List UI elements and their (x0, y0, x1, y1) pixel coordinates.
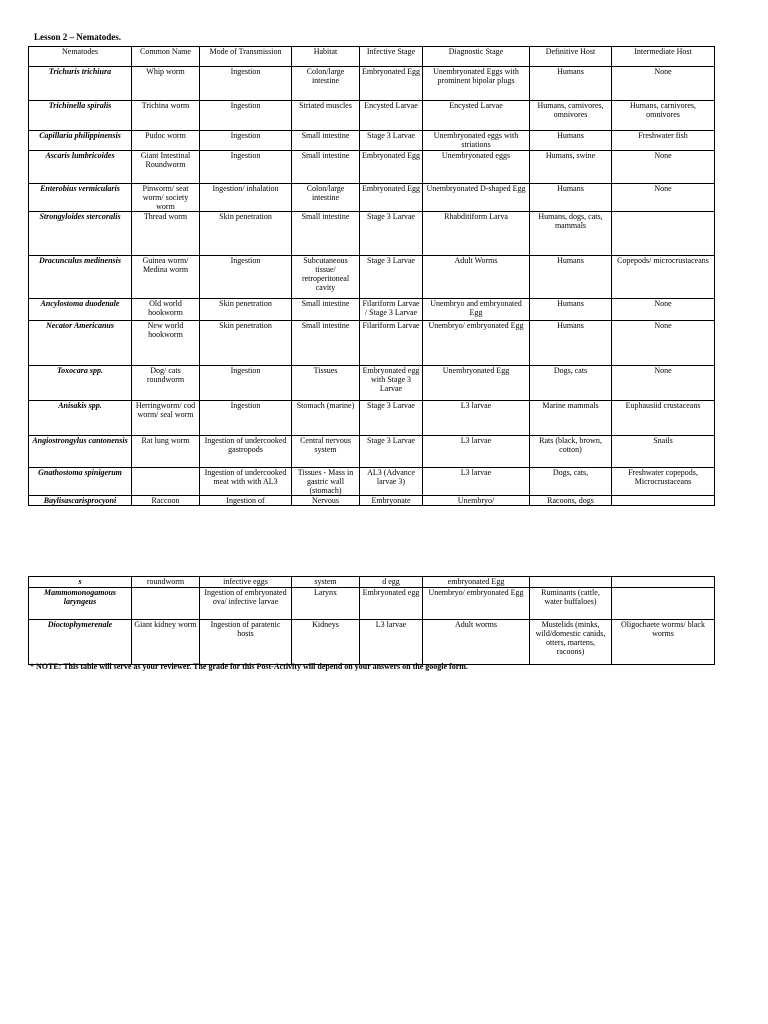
page-title: Lesson 2 – Nematodes. (34, 32, 121, 42)
table-cell (132, 588, 200, 620)
table-cell: Unembryo/ embryonated Egg (423, 588, 530, 620)
table-row (29, 401, 715, 436)
table-cell: Dog/ cats roundworm (132, 366, 200, 401)
table-cell: d egg (360, 577, 423, 588)
table-header-row (29, 47, 715, 67)
table-cell: Stage 3 Larvae (360, 401, 423, 436)
table-cell: Ingestion of undercooked gastropods (200, 436, 292, 468)
table-cell: Ingestion of undercooked meat with with AL3 (200, 468, 292, 496)
table-cell: Rat lung worm (132, 436, 200, 468)
table-cell: L3 larvae (423, 468, 530, 496)
table-cell: Ingestion of embryonated ova/ infective larvae (200, 588, 292, 620)
column-header: Nematodes (29, 47, 132, 67)
table-cell: system (292, 577, 360, 588)
table-cell: Ingestion (200, 151, 292, 184)
table-row-continued (29, 577, 715, 588)
table-cell: Humans (530, 67, 612, 101)
table-row (29, 468, 715, 496)
table-cell: Tissues - Mass in gastric wall (stomach) (292, 468, 360, 496)
table-cell: infective eggs (200, 577, 292, 588)
table-cell: Small intestine (292, 212, 360, 256)
table-cell: Old world hookworm (132, 299, 200, 321)
table-cell: Unembryonated eggs with striations (423, 131, 530, 151)
table-cell: Embryonate (360, 496, 423, 506)
table-cell (612, 588, 715, 620)
reviewer-note: * NOTE: This table will serve as your reviewer. The grade for this Post-Activity will depend on your answers on the google form. (30, 662, 468, 671)
table-cell: L3 larvae (423, 436, 530, 468)
table-cell: Ingestion (200, 256, 292, 299)
table-cell: Raccoon (132, 496, 200, 506)
table-cell: Humans, swine (530, 151, 612, 184)
table-cell: Trichina worm (132, 101, 200, 131)
table-cell: AL3 (Advance larvae 3) (360, 468, 423, 496)
table-cell: Central nervous system (292, 436, 360, 468)
species-cell: Ancylostoma duodenale (29, 299, 132, 321)
column-header: Definitive Host (530, 47, 612, 67)
table-row (29, 151, 715, 184)
table-cell: Stage 3 Larvae (360, 436, 423, 468)
table-cell: Colon/large intestine (292, 184, 360, 212)
table-cell: Filariform Larvae / Stage 3 Larvae (360, 299, 423, 321)
table-cell: Tissues (292, 366, 360, 401)
table-cell: Embryonated egg (360, 588, 423, 620)
species-cell: Dracunculus medinensis (29, 256, 132, 299)
species-cell: Anisakis spp. (29, 401, 132, 436)
species-cell: Toxocara spp. (29, 366, 132, 401)
table-cell: Stage 3 Larvae (360, 256, 423, 299)
table-cell (132, 468, 200, 496)
table-cell: Freshwater copepods, Microcrustaceans (612, 468, 715, 496)
table-row (29, 67, 715, 101)
table-row (29, 436, 715, 468)
table-cell: Ingestion (200, 131, 292, 151)
table-cell: Unembryonated Eggs with prominent bipolar plugs (423, 67, 530, 101)
table-cell: Ingestion (200, 101, 292, 131)
table-cell: Freshwater fish (612, 131, 715, 151)
column-header: Mode of Transmission (200, 47, 292, 67)
table-cell: Humans (530, 131, 612, 151)
table-cell: Unembryo and embryonated Egg (423, 299, 530, 321)
table-cell: Small intestine (292, 321, 360, 366)
table-cell: Unembryo/ (423, 496, 530, 506)
table-cell: Rhabditiform Larva (423, 212, 530, 256)
table-cell: Dogs, cats, (530, 468, 612, 496)
table-cell: Small intestine (292, 151, 360, 184)
table-cell: None (612, 299, 715, 321)
table-cell: roundworm (132, 577, 200, 588)
table-row (29, 212, 715, 256)
table-cell: Larynx (292, 588, 360, 620)
table-row (29, 620, 715, 665)
table-cell: L3 larvae (360, 620, 423, 665)
species-cell: Trichinella spiralis (29, 101, 132, 131)
table-cell: Embryonated Egg (360, 184, 423, 212)
table-cell: Humans (530, 299, 612, 321)
table-row (29, 184, 715, 212)
table-cell: Giant kidney worm (132, 620, 200, 665)
table-cell: Thread worm (132, 212, 200, 256)
table-cell: Dogs, cats (530, 366, 612, 401)
species-cell: Strongyloides stercoralis (29, 212, 132, 256)
table-cell: Ingestion of paratenic hosts (200, 620, 292, 665)
column-header: Intermediate Host (612, 47, 715, 67)
table-cell: Humans, carnivores, omnivores (530, 101, 612, 131)
table-cell: Herringworm/ cod worm/ seal worm (132, 401, 200, 436)
table-cell: Embryonated egg with Stage 3 Larvae (360, 366, 423, 401)
species-cell: Baylisascarisprocyoni (29, 496, 132, 506)
species-cell: Enterobius vermicularis (29, 184, 132, 212)
table-cell: Ingestion of (200, 496, 292, 506)
table-cell: Unembryonated Egg (423, 366, 530, 401)
table-cell: Humans, carnivores, omnivores (612, 101, 715, 131)
table-cell (612, 212, 715, 256)
table-cell (530, 577, 612, 588)
table-cell: Stomach (marine) (292, 401, 360, 436)
species-cell: Ascaris lumbricoides (29, 151, 132, 184)
nematodes-table (28, 46, 715, 506)
table-cell: Whip worm (132, 67, 200, 101)
nematodes-table-continued (28, 576, 715, 665)
table-cell: None (612, 321, 715, 366)
table-cell: Stage 3 Larvae (360, 131, 423, 151)
table-cell: Skin penetration (200, 321, 292, 366)
table-cell: Subcutaneous tissue/ retroperitoneal cavity (292, 256, 360, 299)
table-cell: None (612, 67, 715, 101)
table-cell: Ingestion (200, 401, 292, 436)
table-cell: Embryonated Egg (360, 67, 423, 101)
table-cell: Unembryonated eggs (423, 151, 530, 184)
table-row (29, 588, 715, 620)
species-cell: Capillaria philippinensis (29, 131, 132, 151)
table-cell: Racoons, dogs (530, 496, 612, 506)
column-header: Diagnostic Stage (423, 47, 530, 67)
table-cell: Mustelids (minks, wild/domestic canids, otters, martens, racoons) (530, 620, 612, 665)
table-cell: Colon/large intestine (292, 67, 360, 101)
species-cell: Necator Americanus (29, 321, 132, 366)
table-cell: Guinea worm/ Medina worm (132, 256, 200, 299)
table-cell: Small intestine (292, 131, 360, 151)
table-cell: Kidneys (292, 620, 360, 665)
table-cell: Rats (black, brown, cotton) (530, 436, 612, 468)
table-cell: Euphausiid crustaceans (612, 401, 715, 436)
table-cell: Filariform Larvae (360, 321, 423, 366)
column-header: Habitat (292, 47, 360, 67)
table-cell: Ingestion (200, 366, 292, 401)
table-cell (612, 496, 715, 506)
table-cell: Striated muscles (292, 101, 360, 131)
table-cell: None (612, 151, 715, 184)
table-row (29, 299, 715, 321)
column-header: Common Name (132, 47, 200, 67)
table-cell: Oligochaete worms/ black worms (612, 620, 715, 665)
table-cell: Humans (530, 184, 612, 212)
table-row (29, 496, 715, 506)
table-cell: Ingestion (200, 67, 292, 101)
table-cell: Skin penetration (200, 212, 292, 256)
species-cell: Trichuris trichiura (29, 67, 132, 101)
table-cell: None (612, 366, 715, 401)
table-cell: Adult Worms (423, 256, 530, 299)
table-cell: None (612, 184, 715, 212)
table-cell: Pinworm/ seat worm/ society worm (132, 184, 200, 212)
table-cell: Marine mammals (530, 401, 612, 436)
table-row (29, 131, 715, 151)
table-row (29, 321, 715, 366)
table-row (29, 256, 715, 299)
table-cell: Snails (612, 436, 715, 468)
table-row (29, 101, 715, 131)
table-row (29, 366, 715, 401)
table-cell: Humans (530, 256, 612, 299)
table-cell: Encysted Larvae (360, 101, 423, 131)
column-header: Infective Stage (360, 47, 423, 67)
table-cell: Humans (530, 321, 612, 366)
table-cell: Adult worms (423, 620, 530, 665)
species-cell: Angiostrongylus cantonensis (29, 436, 132, 468)
table-cell: Encysted Larvae (423, 101, 530, 131)
table-cell: Copepods/ microcrustaceans (612, 256, 715, 299)
table-cell: Nervous (292, 496, 360, 506)
table-cell: Unembryo/ embryonated Egg (423, 321, 530, 366)
table-cell: Ingestion/ inhalation (200, 184, 292, 212)
table-cell: Giant Intestinal Roundworm (132, 151, 200, 184)
table-cell: Ruminants (cattle, water buffaloes) (530, 588, 612, 620)
table-cell: Humans, dogs, cats, mammals (530, 212, 612, 256)
species-cell: Gnathostoma spinigerum (29, 468, 132, 496)
table-cell: Unembryonated D-shaped Egg (423, 184, 530, 212)
species-cell: Dioctophymerenale (29, 620, 132, 665)
species-cell: Mammomonogamous laryngeus (29, 588, 132, 620)
table-cell: Small intestine (292, 299, 360, 321)
table-cell: Stage 3 Larvae (360, 212, 423, 256)
table-cell (612, 577, 715, 588)
table-cell: L3 larvae (423, 401, 530, 436)
table-cell: New world hookworm (132, 321, 200, 366)
table-cell: Skin penetration (200, 299, 292, 321)
species-cell: s (29, 577, 132, 588)
table-cell: Embryonated Egg (360, 151, 423, 184)
table-cell: embryonated Egg (423, 577, 530, 588)
table-cell: Pudoc worm (132, 131, 200, 151)
